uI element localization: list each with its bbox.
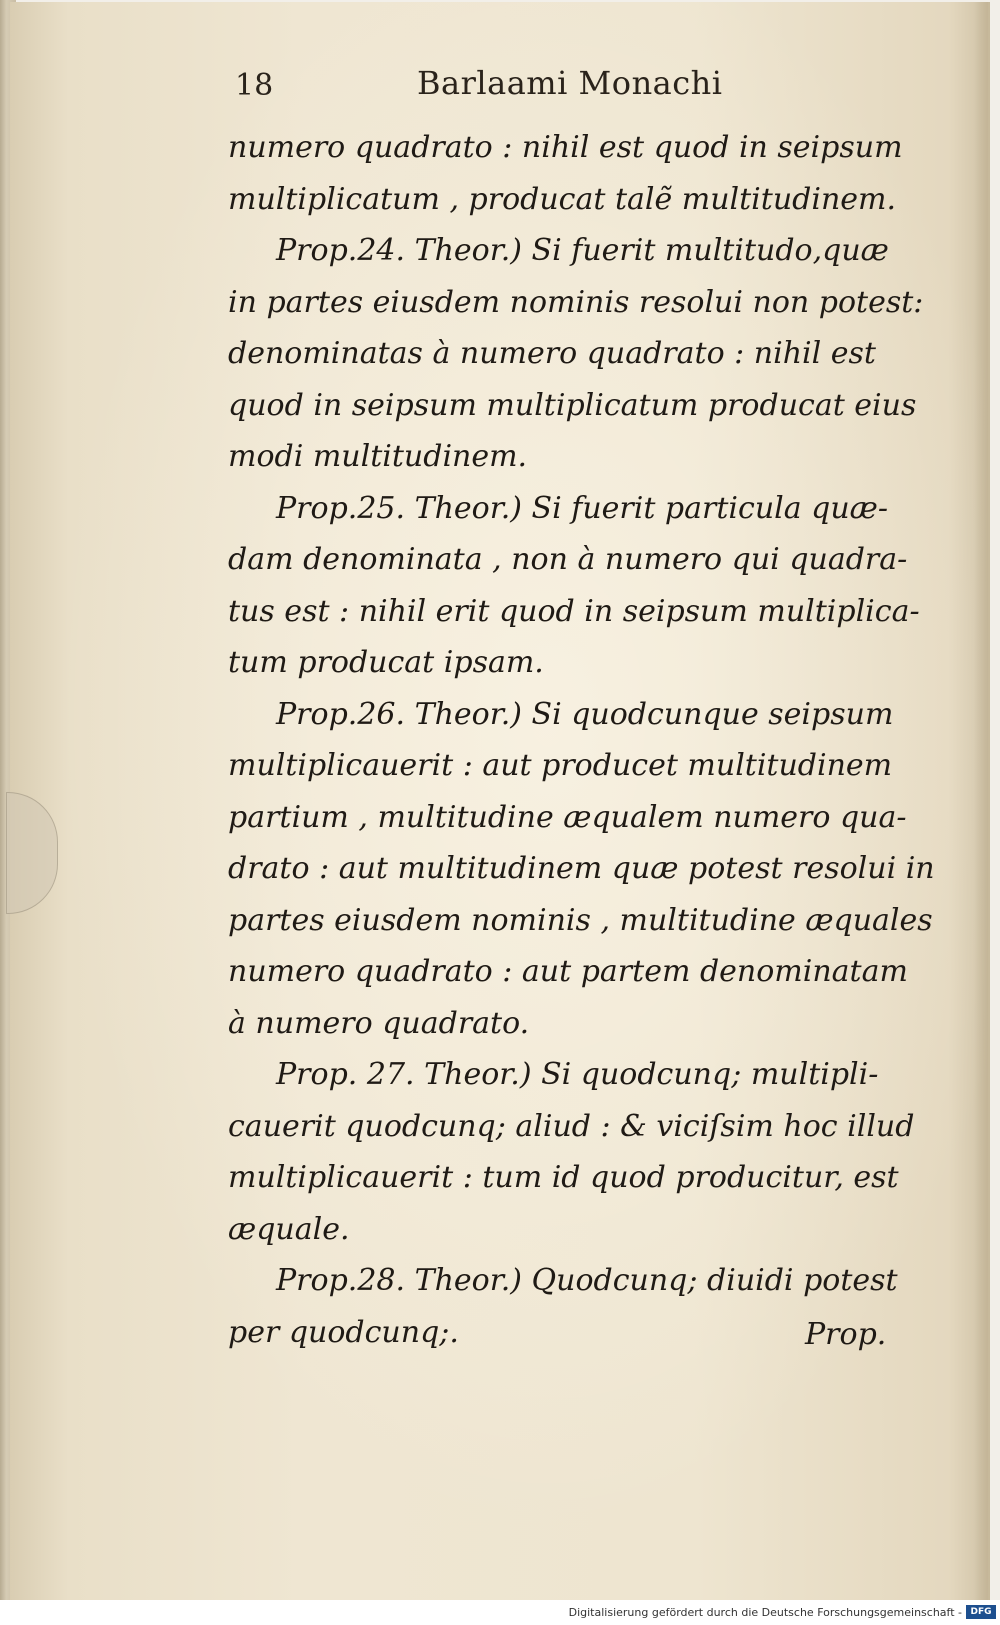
running-head: Barlaami Monachi xyxy=(417,64,723,102)
proposition-25-start: Prop.25. Theor.) Si fuerit particula quæ- xyxy=(276,490,889,526)
text-line: tus est : nihil erit quod in seipsum multiplica- xyxy=(228,593,920,629)
text-line: tum producat ipsam. xyxy=(228,645,544,680)
text-line: in partes eiusdem nominis resolui non potest: xyxy=(228,284,924,320)
body-text xyxy=(228,122,935,1358)
proposition-24-start: Prop.24. Theor.) Si fuerit multitudo,quæ xyxy=(276,233,889,268)
text-line: numero quadrato : aut partem denominatam xyxy=(228,954,908,989)
text-line: modi multitudinem. xyxy=(228,439,528,474)
text-line: drato : aut multitudinem quæ potest resolui in xyxy=(228,851,935,886)
page-edge-shadow xyxy=(974,2,988,1600)
text-line: dam denominata , non à numero qui quadra- xyxy=(228,542,908,577)
text-line: multiplicauerit : tum id quod producitur, est xyxy=(228,1160,899,1195)
page-clip xyxy=(6,792,58,914)
proposition-26-start: Prop.26. Theor.) Si quodcunque seipsum xyxy=(276,696,894,732)
text-line: partium , multitudine æqualem numero qua- xyxy=(228,799,907,835)
text-line: à numero quadrato. xyxy=(228,1005,530,1041)
page-number: 18 xyxy=(235,68,274,103)
text-line: quod in seipsum multiplicatum producat eius xyxy=(228,387,917,423)
text-line: cauerit quodcunq; aliud : & viciſsim hoc illud xyxy=(228,1108,915,1144)
page-header xyxy=(235,62,725,106)
text-line: partes eiusdem nominis , multitudine æquales xyxy=(228,902,933,938)
dfg-logo: DFG xyxy=(966,1605,996,1619)
proposition-28-start: Prop.28. Theor.) Quodcunq; diuidi potest xyxy=(276,1263,898,1298)
text-line: multiplicauerit : aut producet multitudinem xyxy=(228,748,893,783)
text-line: multiplicatum , producat talẽ multitudinem. xyxy=(228,181,897,217)
text-line: æquale. xyxy=(228,1211,350,1247)
digitization-footer xyxy=(0,1600,1000,1625)
text-line: denominatas à numero quadrato : nihil est xyxy=(228,336,876,371)
book-page xyxy=(10,2,990,1600)
proposition-27-start: Prop. 27. Theor.) Si quodcunq; multipli- xyxy=(276,1057,879,1092)
text-line: per quodcunq;. xyxy=(228,1314,459,1350)
funding-credit: Digitalisierung gefördert durch die Deutsche Forschungsgemeinschaft - xyxy=(568,1606,962,1619)
catchword: Prop. xyxy=(805,1317,887,1352)
text-line: numero quadrato : nihil est quod in seipsum xyxy=(228,130,903,165)
